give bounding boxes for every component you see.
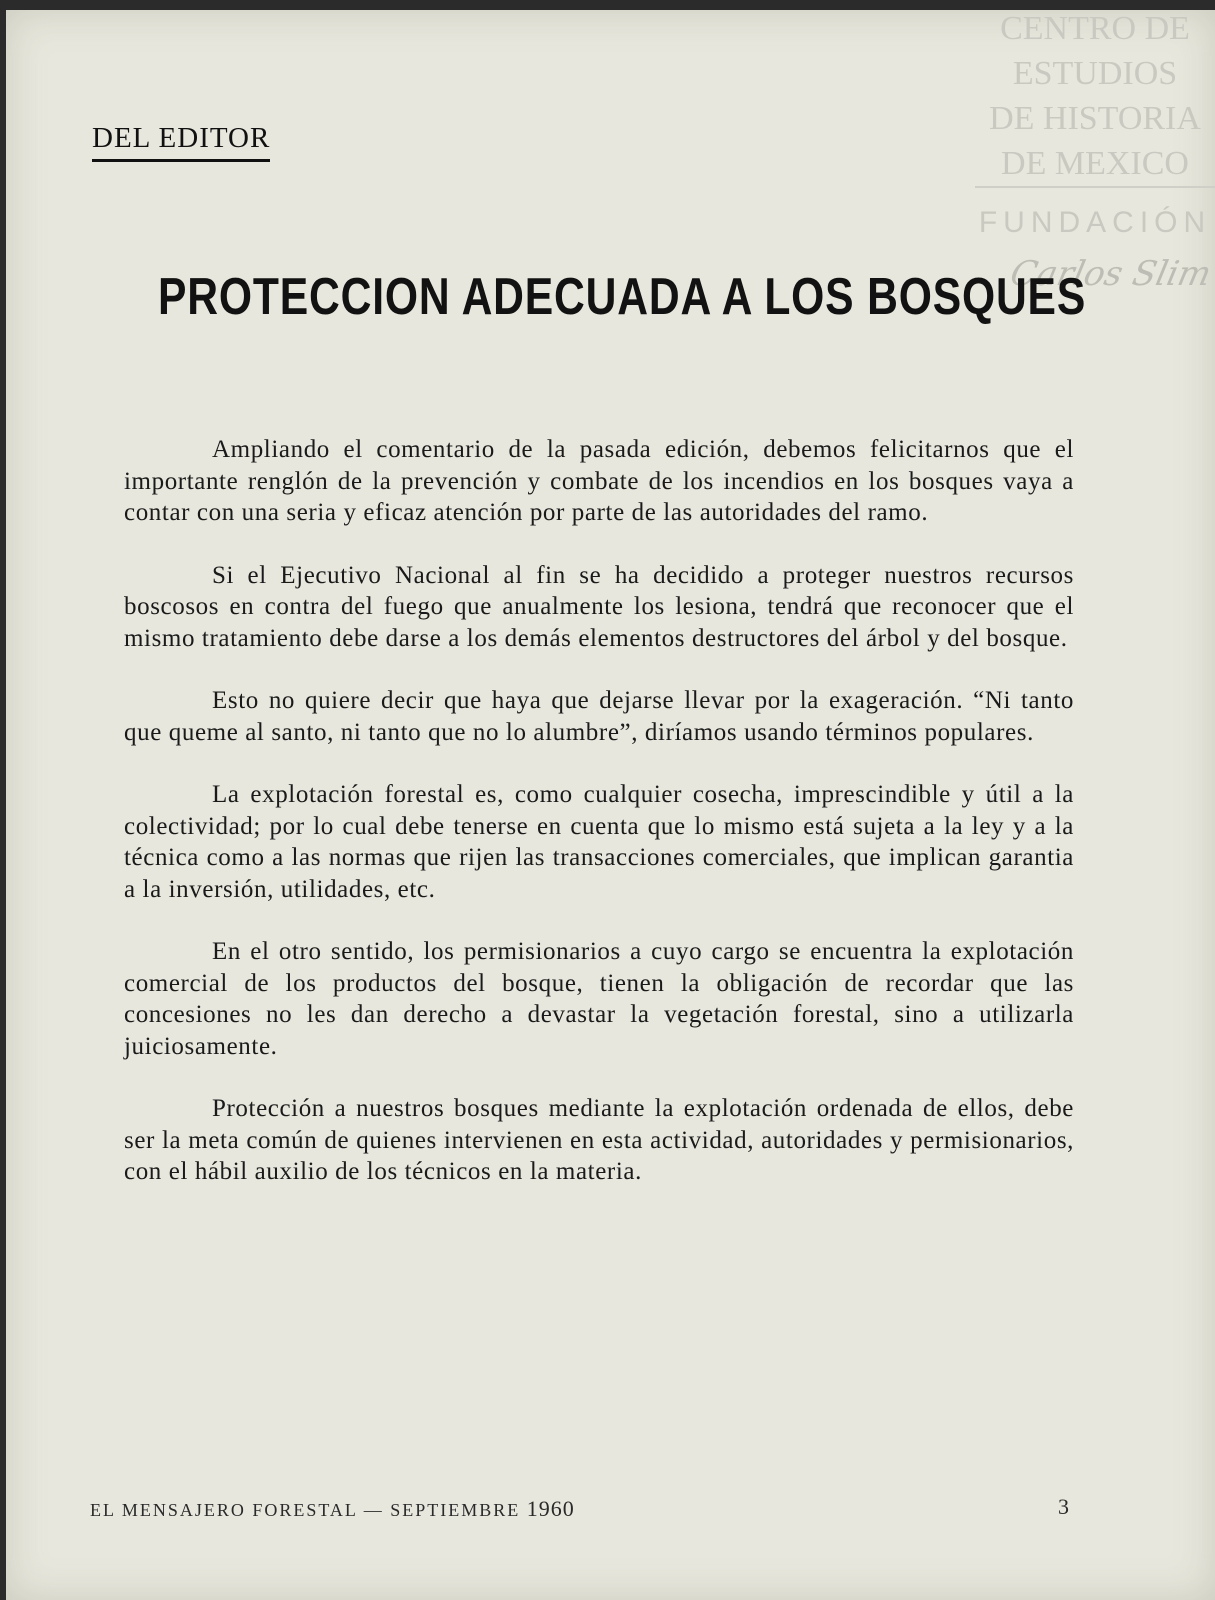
footer-publication: EL MENSAJERO FORESTAL — SEPTIEMBRE — [90, 1500, 521, 1520]
paragraph: Protección a nuestros bosques mediante la explotación ordenada de ellos, debe ser la meta común de quienes intervienen en esta actividad, autoridades y permisionarios, con el hábil auxilio de los técnicos en la materia. — [124, 1095, 1074, 1185]
paragraph: Si el Ejecutivo Nacional al fin se ha decidido a proteger nuestros recursos boscosos en contra del fuego que anualmente los lesiona, tendrá que reconocer que el mismo tratamiento debe darse a los demás elementos destructores del árbol y del bosque. — [124, 561, 1074, 652]
watermark-divider — [975, 186, 1215, 188]
paragraph: Esto no quiere decir que haya que dejarse llevar por la exageración. “Ni tanto que queme al santo, ni tanto que no lo alumbre”, diríamos usando términos populares. — [124, 687, 1074, 746]
paragraph: La explotación forestal es, como cualquier cosecha, imprescindible y útil a la colectividad; por lo cual debe tenerse en cuenta que lo mismo está sujeta a la ley y a la técnica como a las normas que rijen las transacciones comerciales, que implican garantia a la inversión, utilidades, etc. — [124, 781, 1074, 903]
paragraph: Ampliando el comentario de la pasada edición, debemos felicitarnos que el importante renglón de la prevención y combate de los incendios en los bosques vaya a contar con una seria y eficaz atención por parte de las autoridades del ramo. — [124, 436, 1074, 526]
watermark-signature: Carlos Slim — [1006, 254, 1215, 294]
watermark-foundation: FUNDACIÓN — [978, 206, 1212, 239]
footer-year: 1960 — [526, 1496, 575, 1521]
section-label: DEL EDITOR — [92, 122, 270, 162]
paragraph: En el otro sentido, los permisionarios a cuyo cargo se encuentra la explotación comercial de los productos del bosque, tienen la obligación de recordar que las concesiones no les dan derecho a devastar la vegetación forestal, sino a utilizarla juiciosamente. — [124, 938, 1074, 1060]
page-number: 3 — [1058, 1494, 1069, 1519]
article-body — [124, 434, 1074, 1219]
watermark-institution: CENTRO DE ESTUDIOS DE HISTORIA DE MEXICO — [989, 10, 1201, 182]
article-title: PROTECCION ADECUADA A LOS BOSQUES — [158, 268, 1087, 326]
document-page — [6, 10, 1215, 1600]
footer-publication-line — [90, 1496, 575, 1522]
archive-watermark — [975, 10, 1215, 310]
